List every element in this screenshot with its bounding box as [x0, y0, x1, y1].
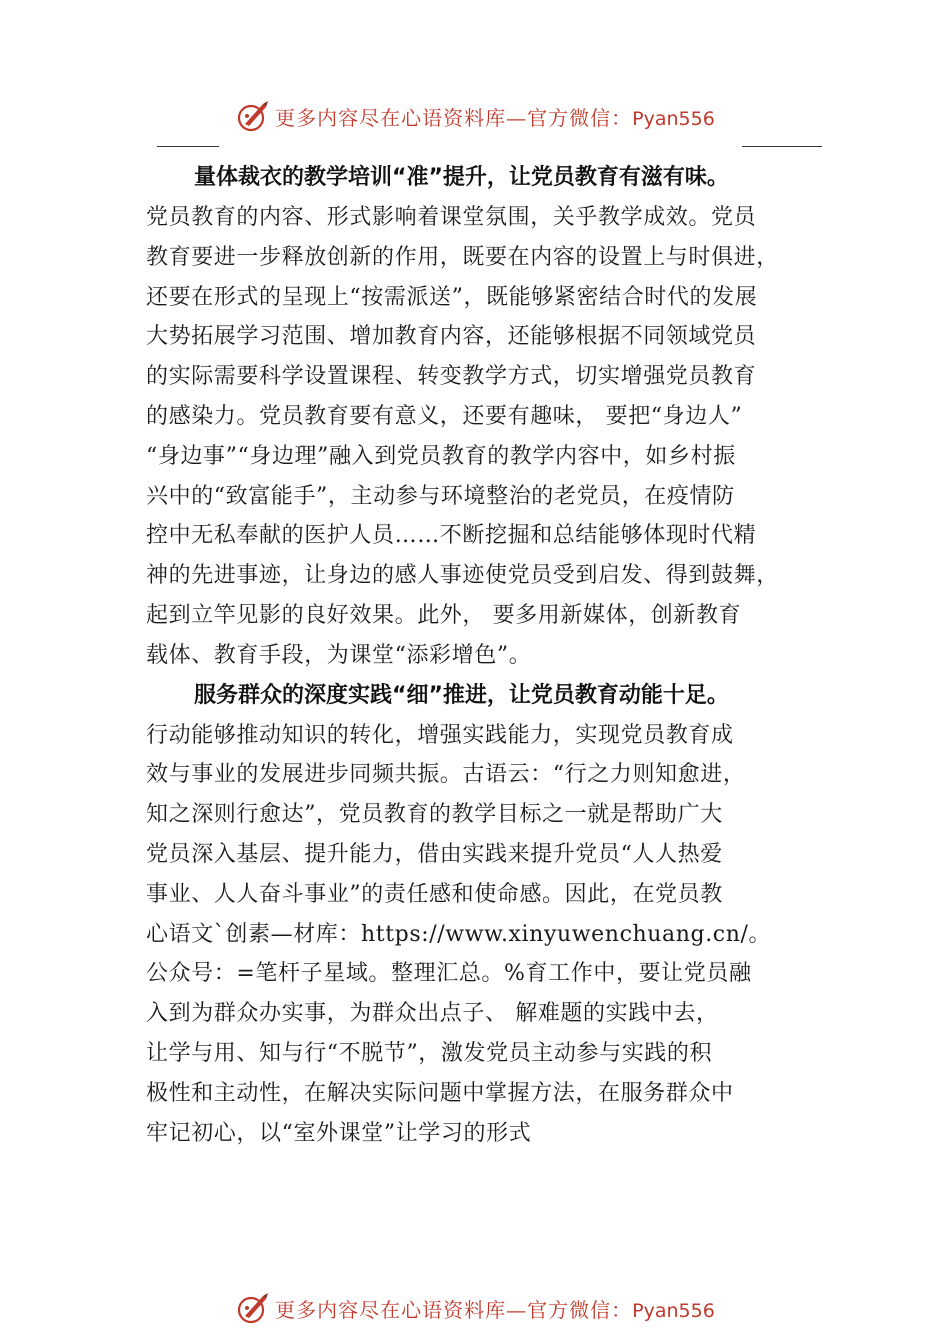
- quill-logo-icon: [235, 1290, 271, 1326]
- footer-banner: [0, 1288, 950, 1328]
- paragraph-line: 教育要进一步释放创新的作用，既要在内容的设置上与时俱进，: [146, 244, 779, 270]
- paragraph-line: 还要在形式的呈现上“按需派送”，既能够紧密结合时代的发展: [146, 284, 758, 310]
- paragraph-line: 牢记初心，以“室外课堂”让学习的形式: [146, 1120, 532, 1146]
- section-heading: 量体裁衣的教学培训“准”提升，让党员教育有滋有味。: [194, 165, 729, 190]
- paragraph-line: 的感染力。党员教育要有意义，还要有趣味， 要把“身边人”: [146, 403, 743, 429]
- banner-text: 更多内容尽在心语资料库—官方微信：Pyan556: [275, 105, 715, 130]
- document-body: [146, 158, 826, 1153]
- paragraph-line: 公众号：=笔杆子星域。整理汇总。%育工作中，要让党员融: [146, 961, 752, 987]
- paragraph-line: 载体、教育手段，为课堂“添彩增色”。: [146, 642, 532, 668]
- quill-logo-icon: [235, 98, 271, 134]
- paragraph-line: 神的先进事迹，让身边的感人事迹使党员受到启发、得到鼓舞，: [146, 563, 779, 589]
- header-rule-right: [742, 146, 822, 147]
- paragraph-line: 起到立竿见影的良好效果。此外， 要多用新媒体，创新教育: [146, 602, 742, 628]
- paragraph-line: 事业、人人奋斗事业”的责任感和使命感。因此，在党员教: [146, 881, 723, 907]
- banner-text: 更多内容尽在心语资料库—官方微信：Pyan556: [275, 1297, 715, 1322]
- paragraph-line: 控中无私奉献的医护人员……不断挖掘和总结能够体现时代精: [146, 523, 757, 549]
- header-banner: [0, 96, 950, 136]
- paragraph-line: 入到为群众办实事，为群众出点子、 解难题的实践中去，: [146, 1001, 719, 1027]
- paragraph-line: 让学与用、知与行“不脱节”，激发党员主动参与实践的积: [146, 1040, 713, 1066]
- paragraph-line: 效与事业的发展进步同频共振。古语云：“行之力则知愈进，: [146, 762, 746, 788]
- paragraph-line: 知之深则行愈达”，党员教育的教学目标之一就是帮助广大: [146, 802, 723, 828]
- paragraph-line: 兴中的“致富能手”，主动参与环境整治的老党员，在疫情防: [146, 483, 735, 509]
- section-paragraph: [146, 716, 826, 1154]
- paragraph-line: 心语文`创素—材库：https://www.xinyuwenchuang.cn/。: [146, 921, 772, 947]
- paragraph-line: 大势拓展学习范围、增加教育内容，还能够根据不同领域党员: [146, 324, 757, 350]
- section-heading: 服务群众的深度实践“细”推进，让党员教育动能十足。: [194, 682, 729, 708]
- paragraph-line: 的实际需要科学设置课程、转变教学方式，切实增强党员教育: [146, 364, 757, 390]
- paragraph-line: 党员深入基层、提升能力，借由实践来提升党员“人人热爱: [146, 841, 723, 867]
- paragraph-line: 极性和主动性，在解决实际问题中掌握方法，在服务群众中: [146, 1080, 734, 1106]
- header-rule-left: [157, 146, 219, 147]
- section-paragraph: [146, 198, 826, 676]
- paragraph-line: 党员教育的内容、形式影响着课堂氛围，关乎教学成效。党员: [146, 205, 757, 230]
- paragraph-line: “身边事”“身边理”融入到党员教育的教学内容中，如乡村振: [146, 443, 736, 469]
- paragraph-line: 行动能够推动知识的转化，增强实践能力，实现党员教育成: [146, 722, 734, 748]
